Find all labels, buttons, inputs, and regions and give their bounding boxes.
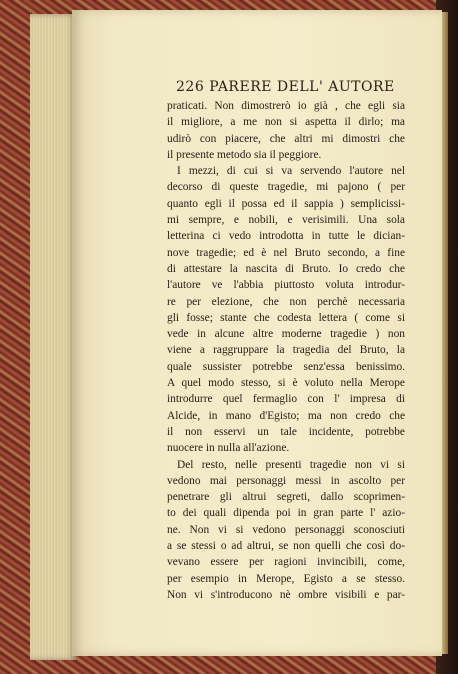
text-line: Non vi s'introducono nè ombre visibili e par- [167,588,405,601]
page-stack-edge [30,14,76,660]
text-line: il non esservi un tale incidente, potrebbe [167,425,405,438]
text-line: l'autore ve l'abbia piuttosto voluta introdur- [167,279,405,292]
page-right-edge [442,12,448,654]
text-line: nove tragedie; ed è nel Bruto secondo, a fine [167,246,405,259]
text-line: nuocere in nulla all'azione. [167,442,290,455]
text-line: I mezzi, di cui si va servendo l'autore nel [177,165,405,178]
page-header [176,79,395,95]
text-line: decorso di queste tragedie, mi pajono ( per [167,181,405,194]
text-line: mi sempre, e nobili, e verisimili. Una sola [167,214,405,227]
text-line: udirò con piacere, che altri mi dimostri che [167,132,405,145]
text-line: il migliore, a me non si aspetta il dirlo; ma [167,116,405,129]
text-line: A quel modo stesso, si è voluto nella Merope [167,377,405,390]
text-line: Del resto, nelle presenti tragedie non vi si [177,458,405,471]
text-line: viene a raggruppare la tragedia del Bruto, la [167,344,405,357]
text-line: vede in alcune altre moderne tragedie ) non [167,328,405,341]
text-line: re per elezione, che non perchè necessaria [167,295,405,308]
text-line: a se stessi o ad altrui, se non quelli che così do- [167,540,405,553]
text-line: di attestare la nascita di Bruto. Io credo che [167,262,405,275]
text-line: vevano essere per ragioni invincibili, come, [167,556,405,569]
text-line: per esempio in Merope, Egisto a se stesso. [167,572,405,585]
text-line: letterina ci vedo introdotta in tutte le dician- [167,230,405,243]
body-text [167,98,405,603]
text-line: ne. Non vi si vedono personaggi sconosciuti [167,523,405,536]
text-line: vedono mai personaggi messi in ascolto per [167,474,405,487]
text-line: quanto egli il possa ed il sappia ) semplicissi- [167,197,405,210]
text-line: introdurre quel fermaglio con l' impresa di [167,393,405,406]
text-line: to dei quali dipenda poi in gran parte l' azio- [167,507,405,520]
text-line: Alcide, in mano d'Egisto; ma non credo che [167,409,405,422]
text-line: quale sussister potrebbe senz'essa benissimo. [167,360,405,373]
running-title: PARERE DELL' AUTORE [209,79,395,95]
text-line: il presente metodo sia il peggiore. [167,148,322,161]
text-line: penetrare gli altrui segreti, dallo scoprimen- [167,491,405,504]
text-line: gli fosse; stante che codesta lettera ( come si [167,311,405,324]
text-line: praticati. Non dimostrerò io già , che egli sia [167,100,405,112]
page-number: 226 [176,79,205,95]
